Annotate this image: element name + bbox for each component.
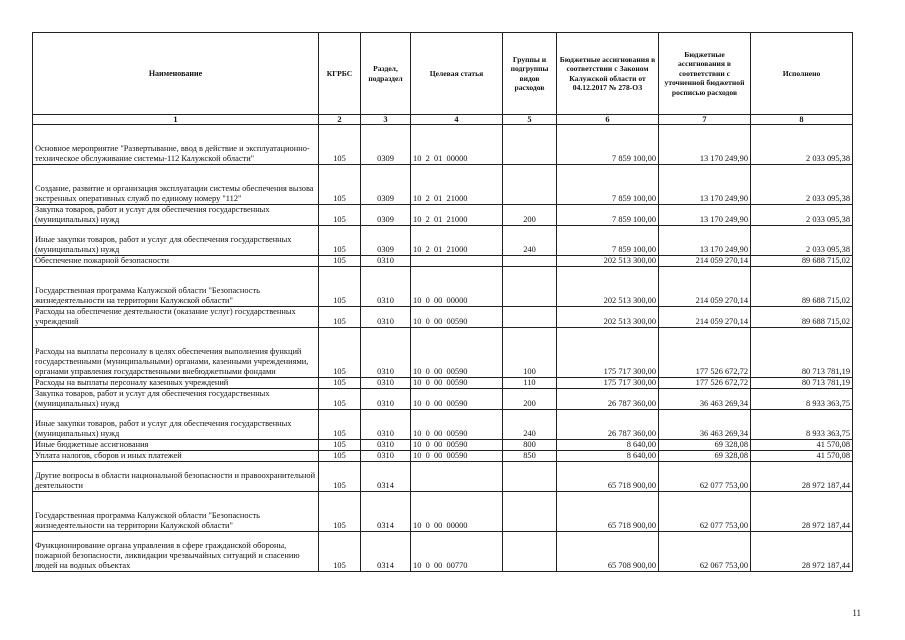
row-name-cell: Иные закупки товаров, работ и услуг для обеспечения государственных (муниципальных) нужд — [33, 226, 319, 256]
column-number: 2 — [319, 115, 361, 125]
header-name: Наименование — [33, 33, 319, 115]
row-executed-amount-cell: 80 713 781,19 — [751, 328, 853, 378]
header-target: Целевая статья — [411, 33, 503, 115]
row-name-cell: Закупка товаров, работ и услуг для обеспечения государственных (муниципальных) нужд — [33, 205, 319, 226]
table-row — [33, 451, 853, 462]
row-group-cell — [503, 532, 557, 572]
row-target-cell: 10 0 00 00000 — [411, 267, 503, 307]
table-row — [33, 532, 853, 572]
row-law-amount-cell: 65 718 900,00 — [557, 462, 659, 492]
row-section-cell: 0310 — [361, 440, 411, 451]
row-executed-amount-cell: 89 688 715,02 — [751, 267, 853, 307]
row-name-cell: Другие вопросы в области национальной безопасности и правоохранительной деятельности — [33, 462, 319, 492]
row-group-cell — [503, 492, 557, 532]
row-target-cell: 10 0 00 00590 — [411, 328, 503, 378]
row-section-cell: 0310 — [361, 389, 411, 410]
row-refined-amount-cell: 214 059 270,14 — [659, 307, 751, 328]
row-refined-amount-cell: 62 077 753,00 — [659, 462, 751, 492]
row-refined-amount-cell: 13 170 249,90 — [659, 125, 751, 165]
row-name-cell: Иные бюджетные ассигнования — [33, 440, 319, 451]
table-header-row — [33, 33, 853, 115]
row-group-cell — [503, 307, 557, 328]
row-section-cell: 0314 — [361, 532, 411, 572]
row-group-cell: 100 — [503, 328, 557, 378]
row-group-cell: 240 — [503, 410, 557, 440]
row-refined-amount-cell: 36 463 269,34 — [659, 410, 751, 440]
row-target-cell: 10 0 00 00590 — [411, 440, 503, 451]
row-target-cell: 10 0 00 00590 — [411, 389, 503, 410]
row-target-cell: 10 2 01 21000 — [411, 205, 503, 226]
column-number: 3 — [361, 115, 411, 125]
row-target-cell: 10 2 01 21000 — [411, 226, 503, 256]
row-group-cell — [503, 462, 557, 492]
budget-table — [32, 32, 853, 572]
table-row — [33, 462, 853, 492]
column-number: 8 — [751, 115, 853, 125]
row-refined-amount-cell: 36 463 269,34 — [659, 389, 751, 410]
row-kgrbs-cell: 105 — [319, 125, 361, 165]
row-law-amount-cell: 8 640,00 — [557, 451, 659, 462]
row-section-cell: 0310 — [361, 410, 411, 440]
column-number-row — [33, 115, 853, 125]
row-group-cell — [503, 256, 557, 267]
page-number: 11 — [852, 608, 861, 618]
row-law-amount-cell: 26 787 360,00 — [557, 410, 659, 440]
row-kgrbs-cell: 105 — [319, 256, 361, 267]
row-group-cell — [503, 125, 557, 165]
row-section-cell: 0309 — [361, 125, 411, 165]
row-kgrbs-cell: 105 — [319, 307, 361, 328]
row-target-cell — [411, 462, 503, 492]
row-executed-amount-cell: 89 688 715,02 — [751, 256, 853, 267]
row-target-cell: 10 2 01 00000 — [411, 125, 503, 165]
row-law-amount-cell: 202 513 300,00 — [557, 256, 659, 267]
row-refined-amount-cell: 13 170 249,90 — [659, 205, 751, 226]
row-section-cell: 0314 — [361, 462, 411, 492]
row-law-amount-cell: 8 640,00 — [557, 440, 659, 451]
row-name-cell: Расходы на выплаты персоналу в целях обеспечения выполнения функций государственными (муниципальными) органами, казенными учреждениями, органами управления государственными внебюджетными фондами — [33, 328, 319, 378]
column-number: 1 — [33, 115, 319, 125]
row-refined-amount-cell: 177 526 672,72 — [659, 378, 751, 389]
table-row — [33, 165, 853, 205]
row-target-cell: 10 0 00 00590 — [411, 378, 503, 389]
row-law-amount-cell: 202 513 300,00 — [557, 267, 659, 307]
row-group-cell: 200 — [503, 389, 557, 410]
header-section: Раздел, подраздел — [361, 33, 411, 115]
header-executed: Исполнено — [751, 33, 853, 115]
row-group-cell: 800 — [503, 440, 557, 451]
row-kgrbs-cell: 105 — [319, 451, 361, 462]
row-group-cell — [503, 165, 557, 205]
row-executed-amount-cell: 8 933 363,75 — [751, 389, 853, 410]
row-law-amount-cell: 7 859 100,00 — [557, 165, 659, 205]
row-name-cell: Расходы на выплаты персоналу казенных учреждений — [33, 378, 319, 389]
table-row — [33, 492, 853, 532]
row-section-cell: 0309 — [361, 165, 411, 205]
row-executed-amount-cell: 2 033 095,38 — [751, 125, 853, 165]
row-name-cell: Создание, развитие и организация эксплуатации системы обеспечения вызова экстренных оперативных служб по единому номеру "112" — [33, 165, 319, 205]
row-law-amount-cell: 175 717 300,00 — [557, 328, 659, 378]
row-group-cell: 850 — [503, 451, 557, 462]
row-name-cell: Основное мероприятие "Развертывание, ввод в действие и эксплуатационно-техническое обслуживание системы-112 Калужской области" — [33, 125, 319, 165]
table-row — [33, 328, 853, 378]
row-law-amount-cell: 202 513 300,00 — [557, 307, 659, 328]
row-executed-amount-cell: 8 933 363,75 — [751, 410, 853, 440]
header-groups: Группы и подгруппы видов расходов — [503, 33, 557, 115]
table-row — [33, 125, 853, 165]
row-refined-amount-cell: 69 328,08 — [659, 440, 751, 451]
row-section-cell: 0309 — [361, 226, 411, 256]
row-refined-amount-cell: 214 059 270,14 — [659, 256, 751, 267]
row-executed-amount-cell: 89 688 715,02 — [751, 307, 853, 328]
row-section-cell: 0310 — [361, 307, 411, 328]
row-group-cell: 200 — [503, 205, 557, 226]
row-law-amount-cell: 26 787 360,00 — [557, 389, 659, 410]
row-section-cell: 0310 — [361, 267, 411, 307]
row-law-amount-cell: 7 859 100,00 — [557, 205, 659, 226]
row-refined-amount-cell: 62 077 753,00 — [659, 492, 751, 532]
row-kgrbs-cell: 105 — [319, 532, 361, 572]
row-law-amount-cell: 7 859 100,00 — [557, 226, 659, 256]
row-section-cell: 0310 — [361, 256, 411, 267]
row-kgrbs-cell: 105 — [319, 226, 361, 256]
row-refined-amount-cell: 13 170 249,90 — [659, 165, 751, 205]
column-number: 6 — [557, 115, 659, 125]
table-row — [33, 389, 853, 410]
header-law-allocations: Бюджетные ассигнования в соответствии с Законом Калужской области от 04.12.2017 № 278-ОЗ — [557, 33, 659, 115]
column-number: 7 — [659, 115, 751, 125]
row-executed-amount-cell: 41 570,08 — [751, 451, 853, 462]
column-number: 4 — [411, 115, 503, 125]
row-kgrbs-cell: 105 — [319, 378, 361, 389]
row-section-cell: 0314 — [361, 492, 411, 532]
row-refined-amount-cell: 69 328,08 — [659, 451, 751, 462]
row-name-cell: Иные закупки товаров, работ и услуг для обеспечения государственных (муниципальных) нужд — [33, 410, 319, 440]
row-kgrbs-cell: 105 — [319, 440, 361, 451]
row-kgrbs-cell: 105 — [319, 165, 361, 205]
table-row — [33, 205, 853, 226]
row-target-cell: 10 0 00 00590 — [411, 410, 503, 440]
row-name-cell: Обеспечение пожарной безопасности — [33, 256, 319, 267]
row-target-cell: 10 0 00 00000 — [411, 492, 503, 532]
row-executed-amount-cell: 2 033 095,38 — [751, 165, 853, 205]
row-name-cell: Функционирование органа управления в сфере гражданской обороны, пожарной безопасности, ликвидации чрезвычайных ситуаций и спасению людей на водных объектах — [33, 532, 319, 572]
row-refined-amount-cell: 62 067 753,00 — [659, 532, 751, 572]
row-executed-amount-cell: 2 033 095,38 — [751, 205, 853, 226]
row-name-cell: Закупка товаров, работ и услуг для обеспечения государственных (муниципальных) нужд — [33, 389, 319, 410]
row-refined-amount-cell: 177 526 672,72 — [659, 328, 751, 378]
row-kgrbs-cell: 105 — [319, 410, 361, 440]
header-kgrbs: КГРБС — [319, 33, 361, 115]
row-law-amount-cell: 65 708 900,00 — [557, 532, 659, 572]
table-row — [33, 440, 853, 451]
column-number: 5 — [503, 115, 557, 125]
row-law-amount-cell: 7 859 100,00 — [557, 125, 659, 165]
row-target-cell — [411, 256, 503, 267]
row-name-cell: Государственная программа Калужской области "Безопасность жизнедеятельности на территории Калужской области" — [33, 492, 319, 532]
table-row — [33, 378, 853, 389]
row-executed-amount-cell: 41 570,08 — [751, 440, 853, 451]
row-group-cell — [503, 267, 557, 307]
row-law-amount-cell: 65 718 900,00 — [557, 492, 659, 532]
row-name-cell: Государственная программа Калужской области "Безопасность жизнедеятельности на территории Калужской области" — [33, 267, 319, 307]
row-refined-amount-cell: 214 059 270,14 — [659, 267, 751, 307]
row-target-cell: 10 2 01 21000 — [411, 165, 503, 205]
row-section-cell: 0310 — [361, 451, 411, 462]
row-kgrbs-cell: 105 — [319, 328, 361, 378]
table-row — [33, 267, 853, 307]
row-target-cell: 10 0 00 00590 — [411, 451, 503, 462]
table-row — [33, 410, 853, 440]
row-refined-amount-cell: 13 170 249,90 — [659, 226, 751, 256]
row-executed-amount-cell: 28 972 187,44 — [751, 532, 853, 572]
row-executed-amount-cell: 2 033 095,38 — [751, 226, 853, 256]
row-kgrbs-cell: 105 — [319, 389, 361, 410]
row-kgrbs-cell: 105 — [319, 492, 361, 532]
row-executed-amount-cell: 80 713 781,19 — [751, 378, 853, 389]
row-group-cell: 240 — [503, 226, 557, 256]
row-group-cell: 110 — [503, 378, 557, 389]
table-body — [33, 125, 853, 572]
row-name-cell: Уплата налогов, сборов и иных платежей — [33, 451, 319, 462]
row-section-cell: 0310 — [361, 328, 411, 378]
row-law-amount-cell: 175 717 300,00 — [557, 378, 659, 389]
table-row — [33, 226, 853, 256]
header-refined-allocations: Бюджетные ассигнования в соответствии с уточненной бюджетной росписью расходов — [659, 33, 751, 115]
row-executed-amount-cell: 28 972 187,44 — [751, 462, 853, 492]
row-name-cell: Расходы на обеспечение деятельности (оказание услуг) государственных учреждений — [33, 307, 319, 328]
row-target-cell: 10 0 00 00770 — [411, 532, 503, 572]
row-section-cell: 0309 — [361, 205, 411, 226]
row-kgrbs-cell: 105 — [319, 205, 361, 226]
row-section-cell: 0310 — [361, 378, 411, 389]
row-kgrbs-cell: 105 — [319, 462, 361, 492]
table-row — [33, 256, 853, 267]
row-target-cell: 10 0 00 00590 — [411, 307, 503, 328]
table-row — [33, 307, 853, 328]
row-executed-amount-cell: 28 972 187,44 — [751, 492, 853, 532]
row-kgrbs-cell: 105 — [319, 267, 361, 307]
